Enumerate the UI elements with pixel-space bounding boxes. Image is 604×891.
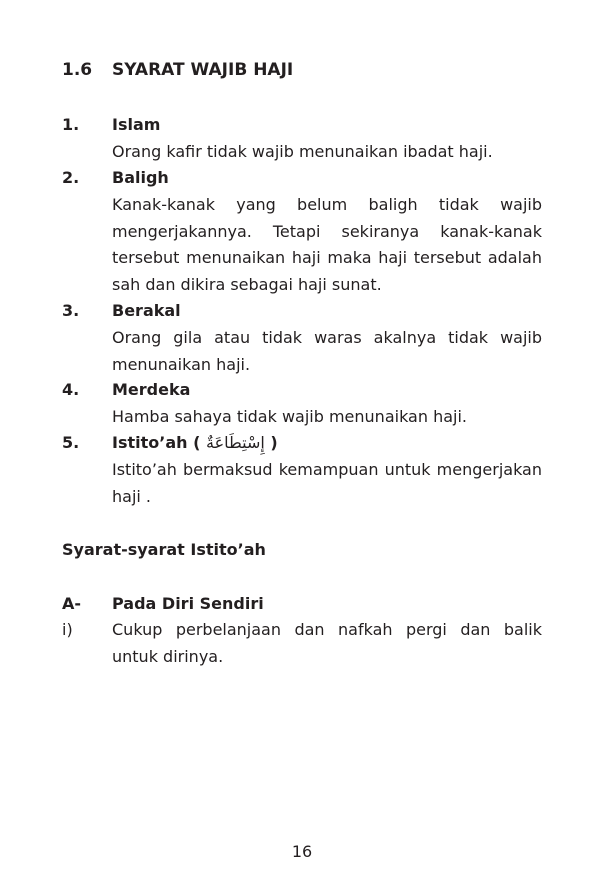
item-text [112,457,542,510]
item-text: Hamba sahaya tidak wajib menunaikan haji. [112,407,468,426]
sub-item-number: i) [62,620,73,639]
sub-item-text: Cukup perbelanjaan dan nafkah pergi dan balik untuk dirinya. [112,620,542,666]
page-number: 16 [291,842,313,861]
item-text: Orang gila atau tidak waras akalnya tidak wajib menunaikan haji. [112,328,542,374]
item-heading-close: ) [270,433,278,452]
arabic-term: إِسْتِطَاعَةٌ [205,433,265,452]
section-title [62,60,293,80]
item-heading: Islam [112,115,161,134]
item-heading: Berakal [112,301,181,320]
section-title-text: SYARAT WAJIB HAJI [112,60,294,80]
part-number: A- [62,594,82,613]
item-number: 4. [62,380,80,399]
item-number: 1. [62,115,80,134]
item-heading-text: Istito’ah ( [112,433,201,452]
item-heading [112,433,278,452]
item-number: 3. [62,301,80,320]
subheading: Syarat-syarat Istito’ah [62,540,266,559]
item-text: Orang kafir tidak wajib menunaikan ibadat haji. [112,142,493,161]
item-text: Kanak-kanak yang belum baligh tidak wajib mengerjakannya. Tetapi sekiranya kanak-kanak tersebut menunaikan haji maka haji tersebut adalah sah dan dikira sebagai haji sunat. [112,195,542,294]
item-heading: Merdeka [112,380,191,399]
section-number: 1.6 [62,60,93,80]
item-number: 2. [62,168,80,187]
part-heading: Pada Diri Sendiri [112,594,264,613]
item-text-content: Istito’ah bermaksud kemampuan untuk mengerjakan haji . [112,460,542,506]
item-heading: Baligh [112,168,169,187]
item-number: 5. [62,433,80,452]
